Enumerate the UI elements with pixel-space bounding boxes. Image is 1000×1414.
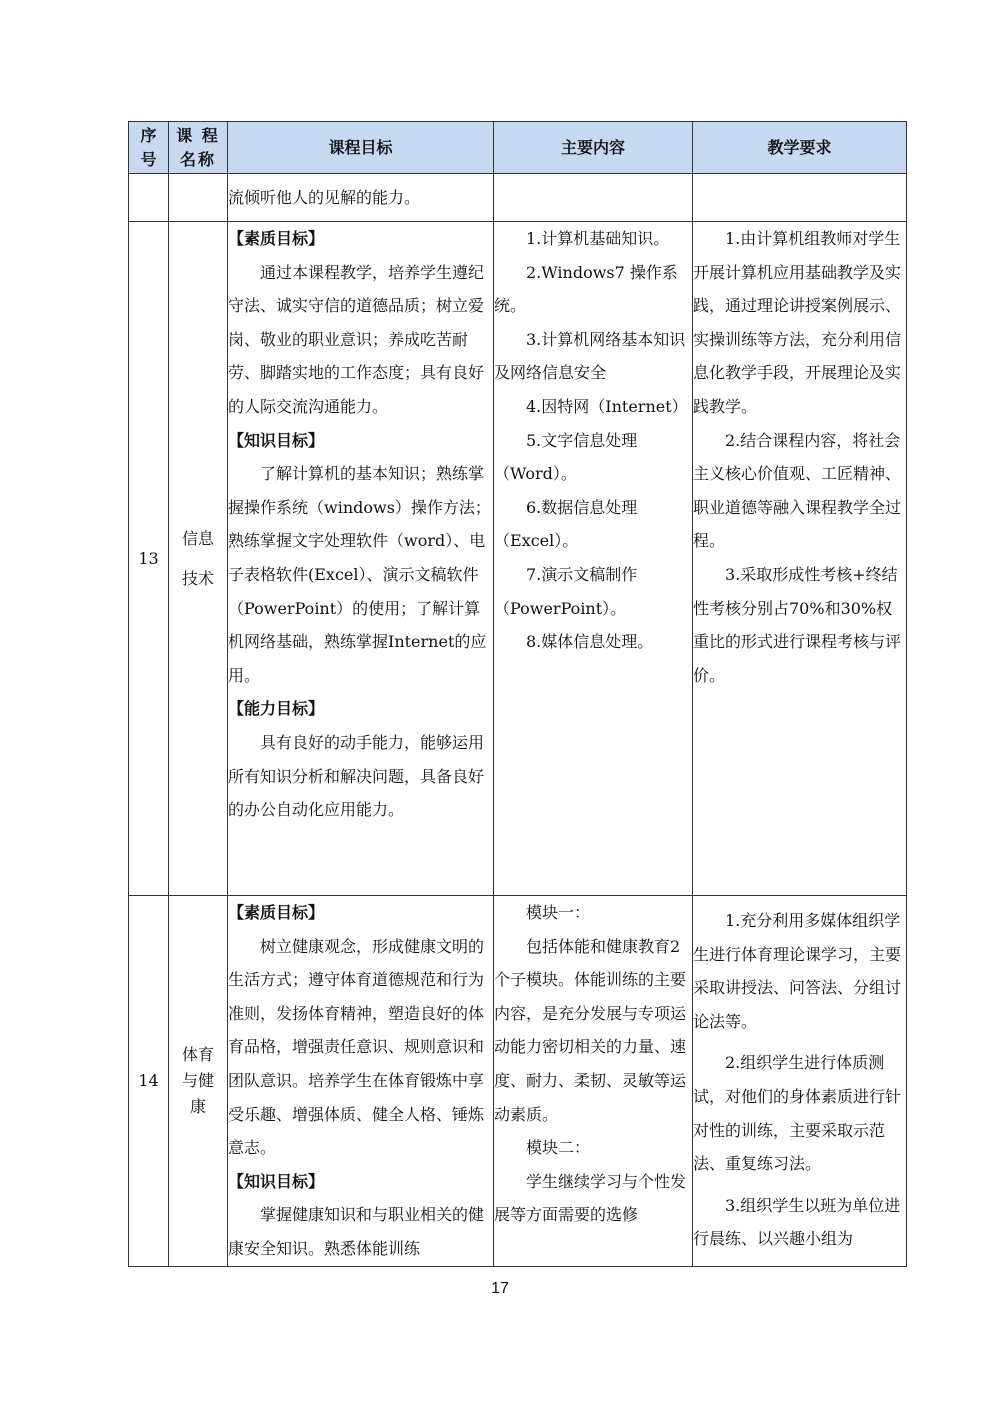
content-item: 4.因特网（Internet） <box>526 396 688 416</box>
content-item: 1.计算机基础知识。 <box>526 229 670 248</box>
continuation-text: 流倾听他人的见解的能力。 <box>228 174 494 222</box>
goal-text: 通过本课程教学，培养学生遵纪守法、诚实守信的道德品质；树立爱岗、敬业的职业意识；养成吃苦耐劳、脚踏实地的工作态度；具有良好的人际交流沟通能力。 <box>228 262 485 416</box>
goal-heading: 【知识目标】 <box>228 1171 325 1191</box>
goal-text: 树立健康观念，形成健康文明的生活方式；遵守体育道德规范和行为准则，发扬体育精神，塑造良好的体育品格，增强责任意识、规则意识和团队意识。培养学生在体育锻炼中享受乐趣、增强体质、健全人格、锤炼意志。 <box>228 936 485 1158</box>
course-goals <box>228 222 494 896</box>
header-content: 主要内容 <box>494 122 693 174</box>
content-item: 8.媒体信息处理。 <box>526 632 654 652</box>
requirement-item: 3.组织学生以班为单位进行晨练、以兴趣小组为 <box>693 1195 901 1249</box>
goal-heading: 【知识目标】 <box>228 430 325 450</box>
goal-heading: 【素质目标】 <box>228 903 325 922</box>
course-name: 信息 技术 <box>169 222 228 896</box>
content-item: 包括体能和健康教育2个子模块。体能训练的主要内容，是充分发展与专项运动能力密切相关的力量、速度、耐力、柔韧、灵敏等运动素质。 <box>494 936 687 1124</box>
content-item: 5.文字信息处理（Word）。 <box>494 430 638 484</box>
row-number: 14 <box>129 896 169 1267</box>
table-row <box>129 222 907 896</box>
row-number: 13 <box>129 222 169 896</box>
requirement-item: 2.结合课程内容，将社会主义核心价值观、工匠精神、职业道德等融入课程教学全过程。 <box>693 430 902 551</box>
requirement-item: 1.充分利用多媒体组织学生进行体育理论课学习，主要采取讲授法、问答法、分组讨论法等。 <box>693 911 902 1031</box>
course-name: 体育 与健 康 <box>169 896 228 1267</box>
teaching-requirements <box>693 222 907 896</box>
header-goals: 课程目标 <box>228 122 494 174</box>
header-requirements: 教学要求 <box>693 122 907 174</box>
requirement-item: 2.组织学生进行体质测试，对他们的身体素质进行针对性的训练，主要采取示范法、重复练习法。 <box>693 1053 902 1174</box>
table-row <box>129 896 907 1267</box>
header-num: 序 号 <box>129 122 169 174</box>
page-number: 17 <box>491 1280 509 1297</box>
goal-heading: 【素质目标】 <box>228 229 325 248</box>
header-row <box>129 122 907 174</box>
content-item: 6.数据信息处理（Excel）。 <box>494 497 638 551</box>
requirement-item: 3.采取形成性考核+终结性考核分别占70%和30%权重比的形式进行课程考核与评价。 <box>693 564 902 685</box>
content-item: 2.Windows7 操作系统。 <box>494 262 678 316</box>
goal-text: 掌握健康知识和与职业相关的健康安全知识。熟悉体能训练 <box>228 1205 485 1258</box>
teaching-requirements <box>693 896 907 1267</box>
content-item: 7.演示文稿制作（PowerPoint）。 <box>494 564 638 618</box>
header-course-name: 课 程 名称 <box>169 122 228 174</box>
course-goals <box>228 896 494 1267</box>
goal-text: 具有良好的动手能力，能够运用所有知识分析和解决问题，具备良好的办公自动化应用能力。 <box>228 732 485 820</box>
requirement-item: 1.由计算机组教师对学生开展计算机应用基础教学及实践，通过理论讲授案例展示、实操训练等方法，充分利用信息化教学手段，开展理论及实践教学。 <box>693 229 902 416</box>
main-content <box>494 896 693 1267</box>
content-item: 3.计算机网络基本知识及网络信息安全 <box>494 329 686 383</box>
content-item: 模块一： <box>526 903 591 922</box>
main-content <box>494 222 693 896</box>
goal-heading: 【能力目标】 <box>228 699 325 719</box>
continuation-row <box>129 174 907 222</box>
goal-text: 了解计算机的基本知识；熟练掌握操作系统（windows）操作方法；熟练掌握文字处理软件（word）、电子表格软件(Excel）、演示文稿软件（PowerPoint）的使用；了解计算机网络基础，熟练掌握Internet的应用。 <box>228 464 491 685</box>
content-item: 模块二： <box>526 1138 591 1158</box>
course-table <box>128 121 907 1267</box>
content-item: 学生继续学习与个性发展等方面需要的选修 <box>494 1171 687 1225</box>
